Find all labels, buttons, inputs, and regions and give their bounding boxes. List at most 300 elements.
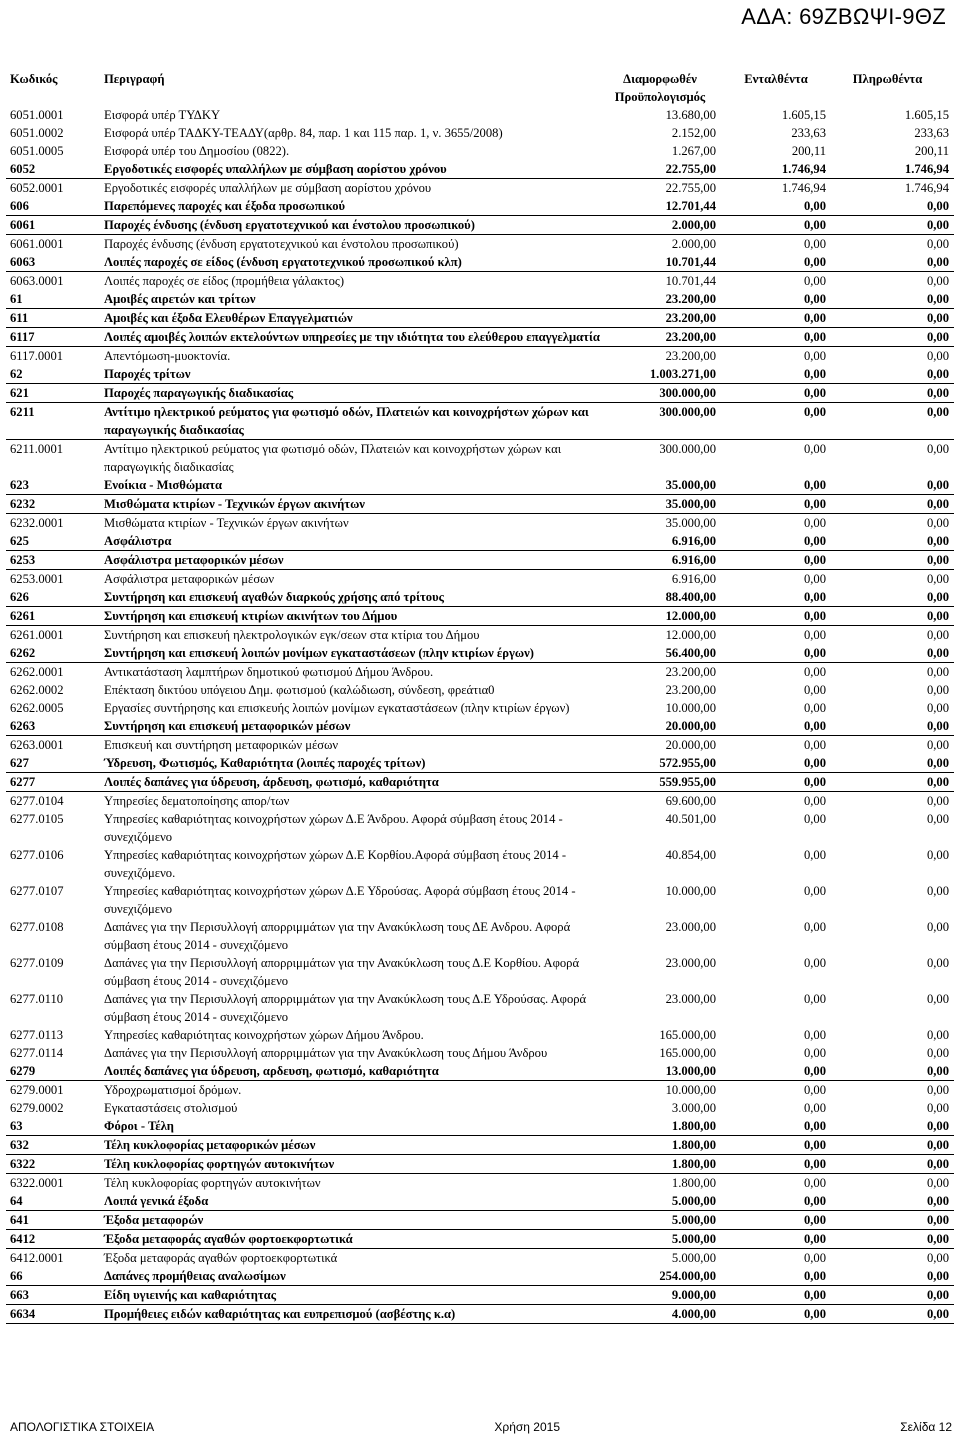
row-description: Συντήρηση και επισκευή κτιρίων ακινήτων του Δήμου <box>104 609 398 623</box>
row-committed: 0,00 <box>803 292 826 306</box>
row-code: 6261.0001 <box>10 628 64 642</box>
table-row <box>6 717 954 736</box>
row-committed: 0,00 <box>803 1251 826 1265</box>
row-paid: 0,00 <box>926 1046 949 1060</box>
row-description: Υπηρεσίες καθαριότητας κοινοχρήστων χώρων Δήμου Άνδρου. <box>104 1028 424 1042</box>
table-row <box>6 990 954 1026</box>
row-paid: 233,63 <box>914 126 949 140</box>
row-committed: 0,00 <box>803 775 826 789</box>
row-paid: 0,00 <box>926 738 949 752</box>
row-code: 6277.0108 <box>10 920 64 934</box>
row-paid: 0,00 <box>926 775 949 789</box>
ada-watermark: ΑΔΑ: 69ΖΒΩΨΙ-9ΘΖ <box>741 4 946 29</box>
row-budgeted: 12.000,00 <box>665 628 716 642</box>
row-description: Λοιπά γενικά έξοδα <box>104 1194 209 1208</box>
row-paid: 0,00 <box>926 553 949 567</box>
row-description: Ασφάλιστρα μεταφορικών μέσων <box>104 572 275 586</box>
row-paid: 0,00 <box>926 1194 949 1208</box>
row-committed: 1.746,94 <box>781 181 826 195</box>
row-paid: 0,00 <box>926 292 949 306</box>
table-row <box>6 1286 954 1305</box>
row-paid: 0,00 <box>926 794 949 808</box>
table-row <box>6 588 954 607</box>
row-budgeted: 40.854,00 <box>665 848 716 862</box>
header-committed: Ενταλθέντα <box>744 72 808 86</box>
row-description: Υπηρεσίες δεματοποίησης απορ/των <box>104 794 290 808</box>
row-budgeted: 35.000,00 <box>665 478 716 492</box>
row-paid: 0,00 <box>926 665 949 679</box>
row-code: 6211.0001 <box>10 442 64 456</box>
row-code: 6263 <box>10 719 36 733</box>
row-committed: 0,00 <box>803 884 826 898</box>
row-description: Συντήρηση και επισκευή ηλεκτρολογικών εγκ/σεων στα κτίρια του Δήμου <box>104 628 480 642</box>
row-description: Τέλη κυκλοφορίας μεταφορικών μέσων <box>104 1138 316 1152</box>
row-code: 625 <box>10 534 29 548</box>
row-code: 6322.0001 <box>10 1176 64 1190</box>
row-committed: 0,00 <box>803 1269 826 1283</box>
table-row <box>6 347 954 365</box>
row-committed: 0,00 <box>803 992 826 1006</box>
row-budgeted: 1.267,00 <box>671 144 716 158</box>
row-committed: 0,00 <box>803 609 826 623</box>
row-code: 6052 <box>10 162 36 176</box>
row-code: 6279 <box>10 1064 36 1078</box>
header-description: Περιγραφή <box>104 72 165 86</box>
row-paid: 0,00 <box>926 534 949 548</box>
row-budgeted: 88.400,00 <box>665 590 716 604</box>
table-row <box>6 918 954 954</box>
row-description: Συντήρηση και επισκευή αγαθών διαρκούς χρήσης από τρίτους <box>104 590 444 604</box>
table-row <box>6 1230 954 1249</box>
table-row <box>6 440 954 476</box>
row-description: Δαπάνες προμήθειας αναλωσίμων <box>104 1269 286 1283</box>
row-budgeted: 23.200,00 <box>665 665 716 679</box>
table-row <box>6 663 954 681</box>
row-description: Έξοδα μεταφοράς αγαθών φορτοεκφορτωτικά <box>104 1251 338 1265</box>
row-budgeted: 10.701,44 <box>665 274 716 288</box>
row-committed: 0,00 <box>803 683 826 697</box>
row-description: Εργασίες συντήρησης και επισκευής λοιπών μονίμων εγκαταστάσεων (πλην κτιρίων έργων) <box>104 701 570 715</box>
row-code: 6279.0002 <box>10 1101 64 1115</box>
table-row <box>6 384 954 403</box>
row-committed: 0,00 <box>803 1194 826 1208</box>
row-description: Υπηρεσίες καθαριότητας κοινοχρήστων χώρων Δ.Ε Κορθίου.Αφορά σύμβαση έτους 2014 - συνεχιζόμενο. <box>104 848 567 880</box>
table-header <box>6 70 954 106</box>
row-paid: 0,00 <box>926 255 949 269</box>
table-row <box>6 1136 954 1155</box>
row-code: 63 <box>10 1119 23 1133</box>
row-committed: 0,00 <box>803 442 826 456</box>
row-committed: 0,00 <box>803 1101 826 1115</box>
table-row <box>6 272 954 290</box>
row-paid: 0,00 <box>926 756 949 770</box>
row-committed: 0,00 <box>803 1046 826 1060</box>
row-budgeted: 5.000,00 <box>671 1251 716 1265</box>
row-paid: 0,00 <box>926 701 949 715</box>
row-code: 6412.0001 <box>10 1251 64 1265</box>
row-description: Παροχές ένδυσης (ένδυση εργατοτεχνικού και ένστολου προσωπικού) <box>104 237 459 251</box>
table-row <box>6 1117 954 1136</box>
row-description: Λοιπές παροχές σε είδος (ένδυση εργατοτεχνικού προσωπικού κλπ) <box>104 255 462 269</box>
row-paid: 0,00 <box>926 609 949 623</box>
row-budgeted: 559.955,00 <box>659 775 716 789</box>
row-budgeted: 10.000,00 <box>665 701 716 715</box>
table-row <box>6 1192 954 1211</box>
row-description: Αντίτιμο ηλεκτρικού ρεύματος για φωτισμό οδών, Πλατειών και κοινοχρήστων χώρων και παραγωγικής διαδικασίας <box>104 442 562 474</box>
row-paid: 0,00 <box>926 1064 949 1078</box>
table-row <box>6 1044 954 1062</box>
row-code: 6232 <box>10 497 36 511</box>
row-committed: 0,00 <box>803 386 826 400</box>
row-paid: 0,00 <box>926 405 949 419</box>
row-committed: 0,00 <box>803 1307 826 1321</box>
table-row <box>6 197 954 216</box>
table-row <box>6 1155 954 1174</box>
row-budgeted: 23.000,00 <box>665 920 716 934</box>
row-description: Ύδρευση, Φωτισμός, Καθαριότητα (λοιπές παροχές τρίτων) <box>104 756 426 770</box>
row-description: Λοιπές παροχές σε είδος (προμήθεια γάλακτος) <box>104 274 345 288</box>
row-budgeted: 5.000,00 <box>671 1232 716 1246</box>
row-committed: 0,00 <box>803 553 826 567</box>
row-paid: 0,00 <box>926 274 949 288</box>
table-row <box>6 1026 954 1044</box>
row-budgeted: 5.000,00 <box>671 1194 716 1208</box>
row-committed: 0,00 <box>803 956 826 970</box>
row-code: 6262 <box>10 646 36 660</box>
row-description: Αμοιβές αιρετών και τρίτων <box>104 292 256 306</box>
table-row <box>6 328 954 347</box>
row-code: 6279.0001 <box>10 1083 64 1097</box>
row-paid: 1.605,15 <box>904 108 949 122</box>
row-committed: 0,00 <box>803 628 826 642</box>
row-description: Δαπάνες για την Περισυλλογή απορριμμάτων για την Ανακύκλωση τους Δ.Ε Υδρούσας. Αφορά σύμβαση έτους 2014 - συνεχιζόμενο <box>104 992 587 1024</box>
row-committed: 0,00 <box>803 516 826 530</box>
row-description: Δαπάνες για την Περισυλλογή απορριμμάτων για την Ανακύκλωση τους Δ.Ε Κορθίου. Αφορά σύμβαση έτους 2014 - συνεχιζόμενο <box>104 956 580 988</box>
row-code: 621 <box>10 386 29 400</box>
row-description: Εργοδοτικές εισφορές υπαλλήλων με σύμβαση αορίστου χρόνου <box>104 162 447 176</box>
row-code: 626 <box>10 590 29 604</box>
row-code: 6117.0001 <box>10 349 64 363</box>
table-row <box>6 551 954 570</box>
row-budgeted: 6.916,00 <box>671 572 716 586</box>
row-paid: 0,00 <box>926 628 949 642</box>
table-row <box>6 1174 954 1192</box>
table-row <box>6 954 954 990</box>
table-row <box>6 235 954 253</box>
row-paid: 200,11 <box>914 144 949 158</box>
row-paid: 0,00 <box>926 237 949 251</box>
row-committed: 0,00 <box>803 274 826 288</box>
row-budgeted: 300.000,00 <box>659 405 716 419</box>
row-description: Λοιπές αμοιβές λοιπών εκτελούντων υπηρεσίες με την ιδιότητα του ελεύθερου επαγγελματία <box>104 330 600 344</box>
table-row <box>6 160 954 179</box>
table-row <box>6 124 954 142</box>
table-row <box>6 1267 954 1286</box>
row-committed: 0,00 <box>803 794 826 808</box>
row-paid: 0,00 <box>926 1307 949 1321</box>
row-budgeted: 22.755,00 <box>665 162 716 176</box>
row-paid: 0,00 <box>926 683 949 697</box>
row-budgeted: 23.200,00 <box>665 311 716 325</box>
row-code: 6262.0002 <box>10 683 64 697</box>
row-description: Παροχές τρίτων <box>104 367 191 381</box>
row-committed: 0,00 <box>803 812 826 826</box>
row-committed: 0,00 <box>803 405 826 419</box>
row-paid: 0,00 <box>926 1176 949 1190</box>
row-paid: 0,00 <box>926 1251 949 1265</box>
row-paid: 0,00 <box>926 1119 949 1133</box>
table-row <box>6 290 954 309</box>
row-code: 6051.0001 <box>10 108 64 122</box>
footer-right: Σελίδα 12 <box>900 1420 952 1434</box>
row-committed: 0,00 <box>803 1232 826 1246</box>
row-code: 6634 <box>10 1307 36 1321</box>
row-budgeted: 23.200,00 <box>665 683 716 697</box>
row-budgeted: 20.000,00 <box>665 738 716 752</box>
row-code: 6277.0110 <box>10 992 64 1006</box>
row-code: 6322 <box>10 1157 36 1171</box>
row-budgeted: 1.003.271,00 <box>649 367 716 381</box>
row-committed: 1.746,94 <box>781 162 826 176</box>
row-paid: 0,00 <box>926 1232 949 1246</box>
table-row <box>6 736 954 754</box>
row-code: 6051.0005 <box>10 144 64 158</box>
row-committed: 0,00 <box>803 1028 826 1042</box>
row-paid: 0,00 <box>926 812 949 826</box>
row-paid: 0,00 <box>926 1083 949 1097</box>
row-description: Υδροχρωματισμοί δρόμων. <box>104 1083 242 1097</box>
row-description: Εισφορά υπέρ του Δημοσίου (0822). <box>104 144 290 158</box>
table-row <box>6 1249 954 1267</box>
row-committed: 0,00 <box>803 1157 826 1171</box>
row-code: 6277.0113 <box>10 1028 64 1042</box>
table-body <box>6 106 954 1324</box>
row-paid: 0,00 <box>926 1028 949 1042</box>
row-budgeted: 1.800,00 <box>671 1138 716 1152</box>
row-description: Υπηρεσίες καθαριότητας κοινοχρήστων χώρων Δ.Ε Άνδρου. Αφορά σύμβαση έτους 2014 - συνεχιζόμενο <box>104 812 563 844</box>
table-row <box>6 216 954 235</box>
row-description: Παροχές παραγωγικής διαδικασίας <box>104 386 294 400</box>
row-paid: 0,00 <box>926 330 949 344</box>
row-budgeted: 9.000,00 <box>671 1288 716 1302</box>
row-description: Εισφορά υπέρ ΤΑΔΚΥ-ΤΕΑΔΥ(αρθρ. 84, παρ. 1 και 115 παρ. 1, ν. 3655/2008) <box>104 126 503 140</box>
row-description: Ασφάλιστρα μεταφορικών μέσων <box>104 553 284 567</box>
row-budgeted: 23.200,00 <box>665 330 716 344</box>
row-paid: 0,00 <box>926 1269 949 1283</box>
row-paid: 0,00 <box>926 572 949 586</box>
row-description: Φόροι - Τέλη <box>104 1119 174 1133</box>
table-row <box>6 514 954 532</box>
row-budgeted: 10.000,00 <box>665 1083 716 1097</box>
table-row <box>6 570 954 588</box>
row-budgeted: 300.000,00 <box>659 386 716 400</box>
table-row <box>6 882 954 918</box>
row-code: 663 <box>10 1288 29 1302</box>
row-committed: 0,00 <box>803 848 826 862</box>
row-paid: 0,00 <box>926 367 949 381</box>
row-description: Δαπάνες για την Περισυλλογή απορριμμάτων για την Ανακύκλωση τους Δήμου Άνδρου <box>104 1046 548 1060</box>
row-budgeted: 56.400,00 <box>665 646 716 660</box>
row-paid: 0,00 <box>926 1213 949 1227</box>
row-code: 627 <box>10 756 29 770</box>
row-description: Προμήθειες ειδών καθαριότητας και ευπρεπισμού (ασβέστης κ.α) <box>104 1307 456 1321</box>
table-row <box>6 476 954 495</box>
table-row <box>6 106 954 124</box>
row-budgeted: 5.000,00 <box>671 1213 716 1227</box>
row-description: Αμοιβές και έξοδα Ελευθέρων Επαγγελματιών <box>104 311 353 325</box>
row-paid: 0,00 <box>926 848 949 862</box>
row-code: 606 <box>10 199 29 213</box>
table-row <box>6 773 954 792</box>
row-committed: 0,00 <box>803 1213 826 1227</box>
row-code: 6277.0107 <box>10 884 64 898</box>
row-committed: 0,00 <box>803 478 826 492</box>
row-budgeted: 165.000,00 <box>659 1046 716 1060</box>
row-budgeted: 23.000,00 <box>665 956 716 970</box>
row-code: 6261 <box>10 609 36 623</box>
row-paid: 0,00 <box>926 311 949 325</box>
page-footer <box>10 1420 952 1434</box>
row-code: 6117 <box>10 330 35 344</box>
row-paid: 1.746,94 <box>904 162 949 176</box>
row-committed: 0,00 <box>803 1119 826 1133</box>
row-code: 6262.0005 <box>10 701 64 715</box>
row-code: 6063.0001 <box>10 274 64 288</box>
row-description: Έξοδα μεταφορών <box>104 1213 204 1227</box>
row-code: 6263.0001 <box>10 738 64 752</box>
row-paid: 0,00 <box>926 719 949 733</box>
row-code: 6277.0114 <box>10 1046 64 1060</box>
row-description: Υπηρεσίες καθαριότητας κοινοχρήστων χώρων Δ.Ε Υδρούσας. Αφορά σύμβαση έτους 2014 - συνεχιζόμενο <box>104 884 576 916</box>
table-row <box>6 495 954 514</box>
row-budgeted: 20.000,00 <box>665 719 716 733</box>
row-committed: 0,00 <box>803 330 826 344</box>
budget-table <box>6 70 954 1324</box>
row-paid: 0,00 <box>926 956 949 970</box>
table-row <box>6 754 954 773</box>
row-code: 6277.0104 <box>10 794 64 808</box>
table-row <box>6 142 954 160</box>
row-code: 6063 <box>10 255 36 269</box>
row-budgeted: 2.000,00 <box>671 237 716 251</box>
row-committed: 0,00 <box>803 255 826 269</box>
row-budgeted: 12.000,00 <box>665 609 716 623</box>
row-paid: 0,00 <box>926 497 949 511</box>
row-code: 6277.0109 <box>10 956 64 970</box>
row-paid: 0,00 <box>926 349 949 363</box>
row-description: Εγκαταστάσεις στολισμού <box>104 1101 238 1115</box>
row-description: Εργοδοτικές εισφορές υπαλλήλων με σύμβαση αορίστου χρόνου <box>104 181 432 195</box>
row-committed: 233,63 <box>791 126 826 140</box>
row-budgeted: 2.152,00 <box>671 126 716 140</box>
table-row <box>6 699 954 717</box>
row-paid: 0,00 <box>926 1101 949 1115</box>
row-paid: 0,00 <box>926 442 949 456</box>
row-code: 6253.0001 <box>10 572 64 586</box>
row-description: Είδη υγιεινής και καθαριότητας <box>104 1288 277 1302</box>
row-description: Λοιπές δαπάνες για ύδρευση, αρδευση, φωτισμό, καθαριότητα <box>104 1064 439 1078</box>
row-committed: 0,00 <box>803 534 826 548</box>
row-budgeted: 572.955,00 <box>659 756 716 770</box>
row-code: 6262.0001 <box>10 665 64 679</box>
row-description: Τέλη κυκλοφορίας φορτηγών αυτοκινήτων <box>104 1176 321 1190</box>
row-budgeted: 23.200,00 <box>665 349 716 363</box>
row-paid: 0,00 <box>926 386 949 400</box>
row-code: 632 <box>10 1138 29 1152</box>
table-row <box>6 365 954 384</box>
row-paid: 0,00 <box>926 1157 949 1171</box>
row-budgeted: 22.755,00 <box>665 181 716 195</box>
row-budgeted: 6.916,00 <box>671 534 716 548</box>
row-committed: 0,00 <box>803 1138 826 1152</box>
row-committed: 0,00 <box>803 349 826 363</box>
row-committed: 0,00 <box>803 497 826 511</box>
row-code: 6051.0002 <box>10 126 64 140</box>
row-description: Παροχές ένδυσης (ένδυση εργατοτεχνικού και ένστολου προσωπικού) <box>104 218 475 232</box>
row-description: Επέκταση δικτύου υπόγειου Δημ. φωτισμού (καλώδιωση, σύνδεση, φρεάτια0 <box>104 683 495 697</box>
row-budgeted: 13.000,00 <box>665 1064 716 1078</box>
row-description: Αντίτιμο ηλεκτρικού ρεύματος για φωτισμό οδών, Πλατειών και κοινοχρήστων χώρων και παραγωγικής διαδικασίας <box>104 405 589 437</box>
row-code: 6061 <box>10 218 36 232</box>
row-committed: 0,00 <box>803 701 826 715</box>
table-row <box>6 607 954 626</box>
row-code: 611 <box>10 311 29 325</box>
row-paid: 0,00 <box>926 646 949 660</box>
row-committed: 0,00 <box>803 1083 826 1097</box>
footer-center: Χρήση 2015 <box>494 1420 561 1434</box>
row-description: Ενοίκια - Μισθώματα <box>104 478 223 492</box>
row-paid: 1.746,94 <box>904 181 949 195</box>
row-committed: 200,11 <box>791 144 826 158</box>
row-budgeted: 23.000,00 <box>665 992 716 1006</box>
header-budgeted: Διαμορφωθέν Προϋπολογισμός <box>614 72 706 104</box>
row-code: 66 <box>10 1269 23 1283</box>
row-budgeted: 69.600,00 <box>665 794 716 808</box>
row-description: Συντήρηση και επισκευή λοιπών μονίμων εγκαταστάσεων (πλην κτιρίων έργων) <box>104 646 534 660</box>
row-committed: 0,00 <box>803 1288 826 1302</box>
row-description: Ασφάλιστρα <box>104 534 172 548</box>
row-budgeted: 12.701,44 <box>665 199 716 213</box>
row-description: Λοιπές δαπάνες για ύδρευση, άρδευση, φωτισμό, καθαριότητα <box>104 775 439 789</box>
row-paid: 0,00 <box>926 1288 949 1302</box>
row-code: 6232.0001 <box>10 516 64 530</box>
row-code: 6277 <box>10 775 36 789</box>
row-code: 62 <box>10 367 23 381</box>
row-budgeted: 1.800,00 <box>671 1176 716 1190</box>
row-budgeted: 254.000,00 <box>659 1269 716 1283</box>
row-code: 623 <box>10 478 29 492</box>
row-committed: 0,00 <box>803 646 826 660</box>
table-row <box>6 403 954 440</box>
table-row <box>6 1305 954 1324</box>
row-committed: 0,00 <box>803 738 826 752</box>
row-budgeted: 35.000,00 <box>665 497 716 511</box>
row-paid: 0,00 <box>926 920 949 934</box>
row-committed: 0,00 <box>803 756 826 770</box>
row-description: Μισθώματα κτιρίων - Τεχνικών έργων ακινήτων <box>104 516 349 530</box>
row-description: Εισφορά υπέρ ΤΥΔΚΥ <box>104 108 221 122</box>
header-paid: Πληρωθέντα <box>852 72 923 86</box>
table-row <box>6 1081 954 1099</box>
row-code: 6277.0106 <box>10 848 64 862</box>
row-code: 6253 <box>10 553 36 567</box>
row-committed: 0,00 <box>803 237 826 251</box>
row-budgeted: 10.701,44 <box>665 255 716 269</box>
row-description: Έξοδα μεταφοράς αγαθών φορτοεκφορτωτικά <box>104 1232 353 1246</box>
row-budgeted: 165.000,00 <box>659 1028 716 1042</box>
row-committed: 0,00 <box>803 719 826 733</box>
row-paid: 0,00 <box>926 992 949 1006</box>
